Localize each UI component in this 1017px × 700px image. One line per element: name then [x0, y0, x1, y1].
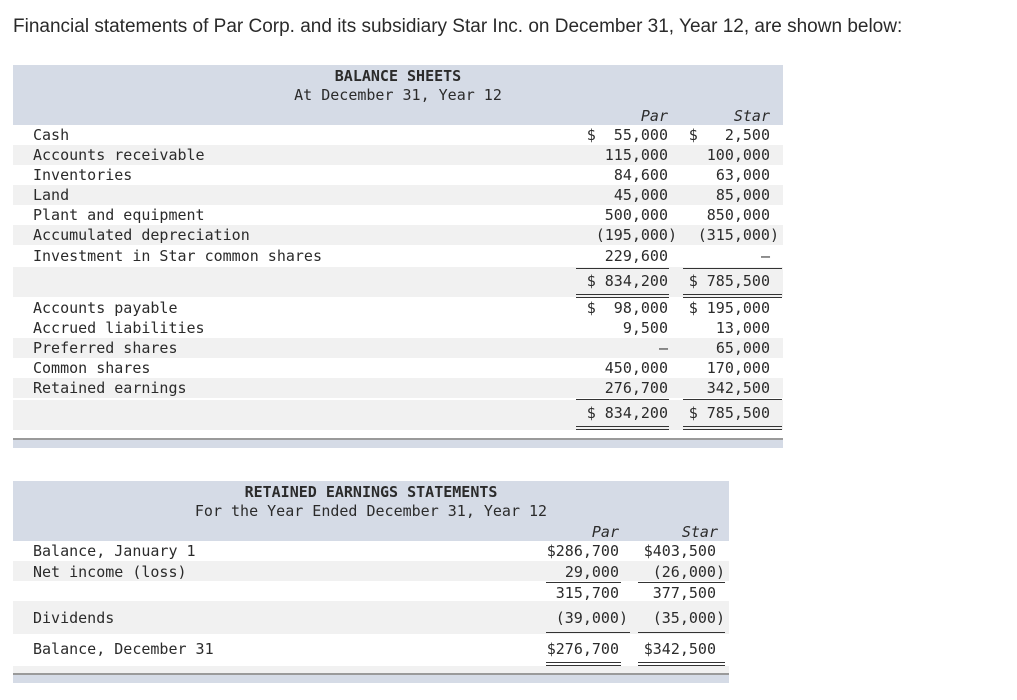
cell-par: 84,600 — [613, 166, 668, 184]
row-label-common-shares: Common shares — [33, 359, 151, 377]
cell-star: 85,000 — [715, 186, 770, 204]
row-label-land: Land — [33, 186, 70, 204]
total-liabilities-par: $ 834,200 — [586, 404, 668, 422]
balance-sheet-title: BALANCE SHEETS — [334, 67, 462, 85]
column-header-star: Star — [681, 523, 718, 541]
column-header-star: Star — [733, 107, 770, 125]
cell-par: 450,000 — [604, 359, 668, 377]
row-label-accumulated-depreciation: Accumulated depreciation — [33, 226, 250, 244]
cell-star: 850,000 — [706, 206, 770, 224]
cell-star: 342,500 — [706, 379, 770, 397]
ending-star: $342,500 — [643, 640, 716, 658]
retained-earnings-title: RETAINED EARNINGS STATEMENTS — [244, 483, 498, 501]
cell-par: 500,000 — [604, 206, 668, 224]
cell-par: $ 98,000 — [586, 299, 668, 317]
cell-star: (315,000) — [697, 226, 779, 244]
balance-sheet-panel — [13, 65, 783, 448]
cell-star: (26,000) — [652, 563, 725, 581]
total-assets-star: $ 785,500 — [688, 272, 770, 290]
cell-par: 115,000 — [604, 146, 668, 164]
retained-earnings-footer-bar — [13, 673, 729, 683]
balance-sheet-subtitle: At December 31, Year 12 — [294, 86, 502, 104]
subtotal-par: 315,700 — [555, 584, 619, 602]
row-label-retained-earnings: Retained earnings — [33, 379, 187, 397]
cell-par: 276,700 — [604, 379, 668, 397]
retained-earnings-subtitle: For the Year Ended December 31, Year 12 — [194, 502, 548, 520]
subtotal-star: 377,500 — [652, 584, 716, 602]
balance-sheet-footer-bar — [13, 438, 783, 448]
column-header-par: Par — [591, 523, 619, 541]
row-label-dividends: Dividends — [33, 609, 115, 627]
cell-par: (39,000) — [555, 609, 628, 627]
cell-star: 170,000 — [706, 359, 770, 377]
column-header-par: Par — [640, 107, 668, 125]
row-label-balance-december-31: Balance, December 31 — [33, 640, 214, 658]
cell-star: – — [760, 247, 770, 265]
cell-star: 63,000 — [715, 166, 770, 184]
row-label-net-income: Net income (loss) — [33, 563, 187, 581]
cell-par: (195,000) — [595, 226, 677, 244]
cell-star: 100,000 — [706, 146, 770, 164]
cell-star: (35,000) — [652, 609, 725, 627]
cell-par: – — [658, 339, 668, 357]
row-label-balance-january-1: Balance, January 1 — [33, 542, 196, 560]
cell-par: $286,700 — [546, 542, 619, 560]
row-label-preferred-shares: Preferred shares — [33, 339, 178, 357]
cell-star: $ 195,000 — [688, 299, 770, 317]
cell-par: $ 55,000 — [586, 126, 668, 144]
cell-star: $403,500 — [643, 542, 716, 560]
intro-text: Financial statements of Par Corp. and its subsidiary Star Inc. on December 31, Year 12, are shown below: — [13, 16, 903, 37]
row-label-accrued-liabilities: Accrued liabilities — [33, 319, 205, 337]
row-label-inventories: Inventories — [33, 166, 133, 184]
cell-par: 29,000 — [564, 563, 619, 581]
row-label-accounts-payable: Accounts payable — [33, 299, 178, 317]
cell-par: 45,000 — [613, 186, 668, 204]
total-assets-par: $ 834,200 — [586, 272, 668, 290]
row-label-accounts-receivable: Accounts receivable — [33, 146, 205, 164]
cell-par: 229,600 — [604, 247, 668, 265]
cell-star: $ 2,500 — [688, 126, 770, 144]
cell-star: 65,000 — [715, 339, 770, 357]
row-label-plant-and-equipment: Plant and equipment — [33, 206, 205, 224]
total-liabilities-star: $ 785,500 — [688, 404, 770, 422]
row-label-cash: Cash — [33, 126, 70, 144]
ending-par: $276,700 — [546, 640, 619, 658]
cell-star: 13,000 — [715, 319, 770, 337]
row-label-investment-in-star: Investment in Star common shares — [33, 247, 322, 265]
cell-par: 9,500 — [622, 319, 668, 337]
retained-earnings-panel — [13, 481, 729, 683]
